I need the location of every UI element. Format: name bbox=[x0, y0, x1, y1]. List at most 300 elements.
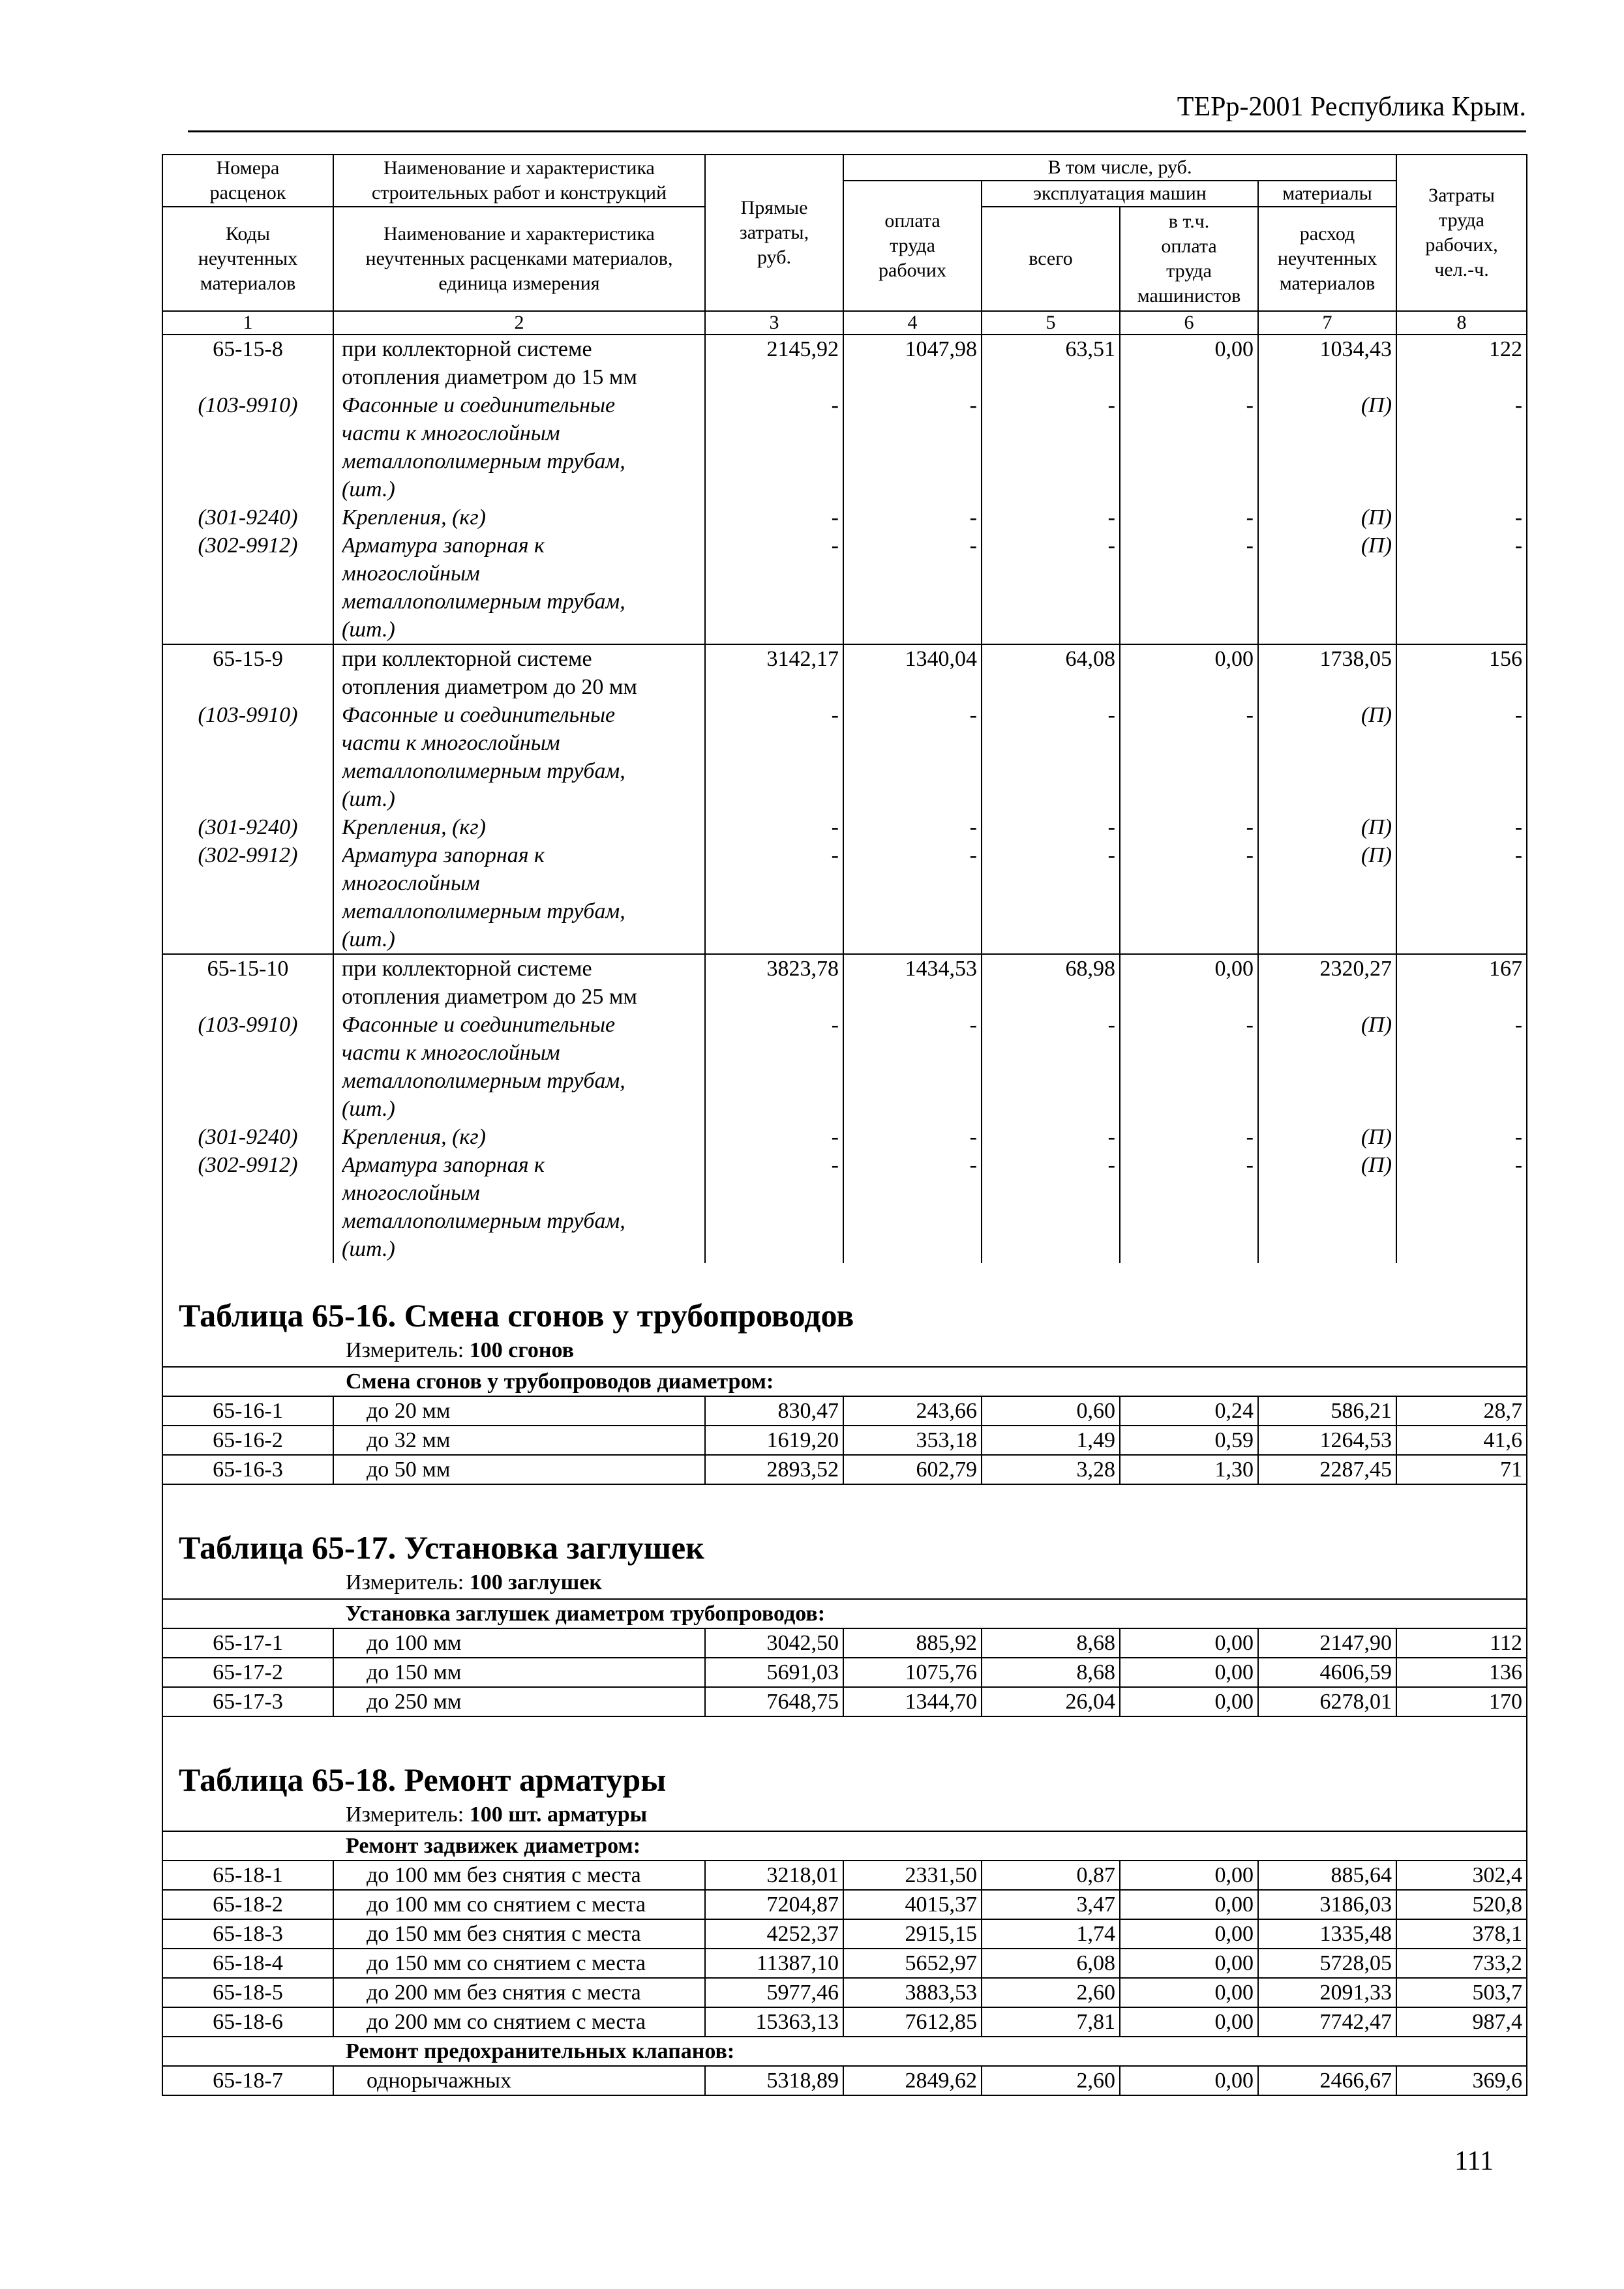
material-value: - bbox=[1107, 1013, 1115, 1037]
blank-line bbox=[848, 897, 977, 925]
page-number: 111 bbox=[1454, 2146, 1494, 2176]
rate-value: 2147,90 bbox=[1258, 1628, 1396, 1658]
blank-line bbox=[986, 869, 1115, 897]
blank-line bbox=[1401, 1207, 1522, 1235]
blank-line bbox=[986, 897, 1115, 925]
rate-name: до 200 мм без снятия с места bbox=[333, 1978, 705, 2007]
material-value: - bbox=[969, 815, 977, 839]
rate-value: 987,4 bbox=[1396, 2007, 1527, 2037]
material-value: - bbox=[831, 815, 839, 839]
blank-line bbox=[710, 1207, 839, 1235]
blank-line bbox=[1263, 729, 1392, 757]
rate-value: 0,00 bbox=[1120, 1628, 1258, 1658]
blank-line bbox=[167, 1235, 329, 1263]
material-value: - bbox=[969, 843, 977, 867]
rate-value: 378,1 bbox=[1396, 1919, 1527, 1949]
meter-value: 100 сгонов bbox=[469, 1338, 574, 1362]
blank-line bbox=[848, 588, 977, 616]
col3-header: Прямые затраты, руб. bbox=[705, 155, 843, 311]
rate-value: 586,21 bbox=[1258, 1396, 1396, 1426]
table-row bbox=[162, 1396, 1527, 1426]
material-name-line: металлополимерным трубам, bbox=[342, 449, 625, 473]
rate-value: 5318,89 bbox=[705, 2066, 843, 2095]
price-table-document bbox=[162, 154, 1526, 2096]
rate-value: 28,7 bbox=[1396, 1396, 1527, 1426]
rate-value: 1,49 bbox=[982, 1426, 1120, 1455]
blank-line bbox=[1263, 1067, 1392, 1095]
material-value: - bbox=[831, 393, 839, 417]
table-row bbox=[162, 1426, 1527, 1455]
col2-bottom-header: Наименование и характеристика неучтенных расценками материалов, единица измерения bbox=[333, 207, 705, 311]
rate-code: 65-18-1 bbox=[162, 1861, 333, 1890]
blank-line bbox=[986, 1235, 1115, 1263]
blank-line bbox=[1124, 588, 1254, 616]
material-name-line: металлополимерным трубам, bbox=[342, 1209, 625, 1233]
rate-value: 1738,05 bbox=[1319, 647, 1392, 671]
rate-value: 3042,50 bbox=[705, 1628, 843, 1658]
value-cell bbox=[982, 644, 1120, 954]
blank-line bbox=[986, 757, 1115, 785]
meter-value: 100 заглушек bbox=[469, 1570, 603, 1594]
material-name-line: (шт.) bbox=[342, 477, 395, 501]
rate-value: 5728,05 bbox=[1258, 1949, 1396, 1978]
blank-line bbox=[986, 729, 1115, 757]
blank-line bbox=[986, 1179, 1115, 1207]
section-gap bbox=[162, 1716, 1527, 1728]
material-name-line: Фасонные и соединительные bbox=[342, 703, 616, 727]
rate-value: 1,74 bbox=[982, 1919, 1120, 1949]
material-name-line: Фасонные и соединительные bbox=[342, 1013, 616, 1037]
blank-line bbox=[710, 1179, 839, 1207]
blank-line bbox=[167, 363, 329, 391]
blank-line bbox=[167, 1179, 329, 1207]
value-cell bbox=[843, 644, 982, 954]
blank-line bbox=[986, 785, 1115, 813]
blank-line bbox=[167, 869, 329, 897]
rate-name-line: отопления диаметром до 20 мм bbox=[342, 675, 637, 699]
rate-value: 7,81 bbox=[982, 2007, 1120, 2037]
rate-value: 4606,59 bbox=[1258, 1658, 1396, 1687]
blank-line bbox=[1124, 983, 1254, 1011]
material-value: - bbox=[1514, 815, 1523, 839]
group-header: В том числе, руб. bbox=[843, 155, 1396, 181]
blank-line bbox=[167, 1067, 329, 1095]
meter-label: Измеритель: bbox=[346, 1570, 464, 1594]
material-name-line: многослойным bbox=[342, 561, 480, 586]
value-cell bbox=[705, 954, 843, 1263]
col1-bottom-header: Коды неучтенных материалов bbox=[162, 207, 333, 311]
rate-value: 0,00 bbox=[1120, 1687, 1258, 1716]
blank-line bbox=[167, 419, 329, 447]
material-value: - bbox=[1246, 843, 1254, 867]
blank-line bbox=[986, 1095, 1115, 1123]
section-title: Таблица 65-16. Смена сгонов у трубопроводов bbox=[162, 1263, 1527, 1335]
blank-line bbox=[1263, 785, 1392, 813]
blank-line bbox=[167, 757, 329, 785]
rate-code: 65-17-1 bbox=[162, 1628, 333, 1658]
group-subheading: Ремонт задвижек диаметром: bbox=[162, 1831, 1527, 1861]
rate-value: 1034,43 bbox=[1319, 337, 1392, 361]
material-code: (301-9240) bbox=[198, 1125, 298, 1149]
rate-value: 3186,03 bbox=[1258, 1890, 1396, 1919]
material-value: - bbox=[1107, 703, 1115, 727]
blank-line bbox=[1401, 363, 1522, 391]
rate-code: 65-15-8 bbox=[213, 337, 283, 361]
blank-line bbox=[1124, 560, 1254, 588]
material-value: - bbox=[1246, 1153, 1254, 1177]
material-code: (301-9240) bbox=[198, 815, 298, 839]
material-value: (П) bbox=[1361, 815, 1392, 839]
col-number: 2 bbox=[333, 311, 705, 335]
rate-name: до 100 мм со снятием с места bbox=[333, 1890, 705, 1919]
material-name-line: (шт.) bbox=[342, 1097, 395, 1121]
blank-line bbox=[710, 785, 839, 813]
material-value: - bbox=[1514, 1013, 1523, 1037]
blank-line bbox=[710, 363, 839, 391]
material-value: (П) bbox=[1361, 1153, 1392, 1177]
rate-value: 2893,52 bbox=[705, 1455, 843, 1484]
blank-line bbox=[710, 729, 839, 757]
material-value: - bbox=[831, 533, 839, 558]
material-name-line: Арматура запорная к bbox=[342, 1153, 545, 1177]
rate-value: 885,92 bbox=[843, 1628, 982, 1658]
material-value: (П) bbox=[1361, 703, 1392, 727]
rate-value: 0,00 bbox=[1214, 957, 1254, 981]
blank-line bbox=[167, 785, 329, 813]
value-cell bbox=[1120, 335, 1258, 644]
rate-name-line: при коллекторной системе bbox=[342, 337, 592, 361]
blank-line bbox=[710, 1067, 839, 1095]
blank-line bbox=[1401, 616, 1522, 644]
table-row bbox=[162, 1687, 1527, 1716]
rate-code: 65-15-9 bbox=[213, 647, 283, 671]
rate-name: до 150 мм без снятия с места bbox=[333, 1919, 705, 1949]
machines-header: эксплуатация машин bbox=[982, 181, 1258, 207]
blank-line bbox=[986, 1067, 1115, 1095]
material-value: - bbox=[831, 1125, 839, 1149]
value-cell bbox=[705, 644, 843, 954]
rate-value: 136 bbox=[1396, 1658, 1527, 1687]
blank-line bbox=[1401, 1039, 1522, 1067]
blank-line bbox=[1263, 1039, 1392, 1067]
section-title: Таблица 65-18. Ремонт арматуры bbox=[162, 1728, 1527, 1799]
rate-value: 353,18 bbox=[843, 1426, 982, 1455]
rate-value: 0,00 bbox=[1120, 1919, 1258, 1949]
material-value: - bbox=[1514, 1153, 1523, 1177]
col5-header: всего bbox=[982, 207, 1120, 311]
blank-line bbox=[986, 925, 1115, 953]
material-name-line: Крепления, (кг) bbox=[342, 815, 486, 839]
blank-line bbox=[167, 897, 329, 925]
rate-value: 0,00 bbox=[1120, 1890, 1258, 1919]
material-value: - bbox=[969, 505, 977, 530]
rate-name: до 100 мм bbox=[333, 1628, 705, 1658]
section-gap-cell bbox=[162, 1716, 1527, 1728]
rate-code: 65-17-3 bbox=[162, 1687, 333, 1716]
rate-value: 2287,45 bbox=[1258, 1455, 1396, 1484]
section-title-row bbox=[162, 1495, 1527, 1567]
blank-line bbox=[167, 475, 329, 503]
blank-line bbox=[848, 475, 977, 503]
blank-line bbox=[1401, 897, 1522, 925]
section-title: Таблица 65-17. Установка заглушек bbox=[162, 1495, 1527, 1567]
value-cell bbox=[1120, 644, 1258, 954]
rate-value: 156 bbox=[1489, 647, 1523, 671]
value-cell bbox=[982, 335, 1120, 644]
rate-value: 3,47 bbox=[982, 1890, 1120, 1919]
material-value: - bbox=[969, 703, 977, 727]
material-value: - bbox=[1107, 1125, 1115, 1149]
blank-line bbox=[986, 447, 1115, 475]
blank-line bbox=[710, 757, 839, 785]
col2-top-header: Наименование и характеристика строительных работ и конструкций bbox=[333, 155, 705, 207]
section-gap bbox=[162, 1484, 1527, 1495]
materials-header: материалы bbox=[1258, 181, 1396, 207]
rate-value: 7204,87 bbox=[705, 1890, 843, 1919]
col-number: 1 bbox=[162, 311, 333, 335]
rate-value: 0,60 bbox=[982, 1396, 1120, 1426]
rate-name: до 250 мм bbox=[333, 1687, 705, 1716]
group-subheading-row bbox=[162, 1367, 1527, 1396]
rate-name: до 150 мм со снятием с места bbox=[333, 1949, 705, 1978]
group-subheading: Установка заглушек диаметром трубопроводов: bbox=[162, 1599, 1527, 1628]
blank-line bbox=[1401, 757, 1522, 785]
rate-name-line: при коллекторной системе bbox=[342, 957, 592, 981]
group-subheading: Ремонт предохранительных клапанов: bbox=[162, 2037, 1527, 2066]
rate-code: 65-15-10 bbox=[207, 957, 289, 981]
material-name-line: (шт.) bbox=[342, 618, 395, 642]
blank-line bbox=[710, 1095, 839, 1123]
rate-code: 65-18-7 bbox=[162, 2066, 333, 2095]
material-name-line: Крепления, (кг) bbox=[342, 505, 486, 530]
rate-value: 1434,53 bbox=[905, 957, 977, 981]
blank-line bbox=[710, 925, 839, 953]
rate-code: 65-16-2 bbox=[162, 1426, 333, 1455]
blank-line bbox=[986, 363, 1115, 391]
material-value: - bbox=[1514, 533, 1523, 558]
blank-line bbox=[848, 673, 977, 701]
material-name-line: металлополимерным трубам, bbox=[342, 590, 625, 614]
rate-value: 7648,75 bbox=[705, 1687, 843, 1716]
rate-code: 65-18-3 bbox=[162, 1919, 333, 1949]
blank-line bbox=[848, 560, 977, 588]
value-cell bbox=[1258, 335, 1396, 644]
table-row bbox=[162, 1949, 1527, 1978]
material-value: - bbox=[1514, 393, 1523, 417]
rate-value: 170 bbox=[1396, 1687, 1527, 1716]
blank-line bbox=[848, 983, 977, 1011]
blank-line bbox=[167, 983, 329, 1011]
material-code: (302-9912) bbox=[198, 843, 298, 867]
material-value: - bbox=[1246, 815, 1254, 839]
table-row bbox=[162, 1628, 1527, 1658]
rate-code: 65-16-3 bbox=[162, 1455, 333, 1484]
rate-value: 68,98 bbox=[1065, 957, 1115, 981]
rate-value: 7612,85 bbox=[843, 2007, 982, 2037]
rate-value: 2331,50 bbox=[843, 1861, 982, 1890]
blank-line bbox=[710, 588, 839, 616]
value-cell bbox=[843, 954, 982, 1263]
blank-line bbox=[1263, 757, 1392, 785]
blank-line bbox=[848, 1039, 977, 1067]
table-row bbox=[162, 1455, 1527, 1484]
blank-line bbox=[167, 1095, 329, 1123]
blank-line bbox=[848, 757, 977, 785]
blank-line bbox=[1401, 983, 1522, 1011]
rate-value: 2466,67 bbox=[1258, 2066, 1396, 2095]
blank-line bbox=[1263, 363, 1392, 391]
rate-value: 2,60 bbox=[982, 1978, 1120, 2007]
rate-value: 8,68 bbox=[982, 1628, 1120, 1658]
material-value: - bbox=[1246, 1013, 1254, 1037]
material-value: - bbox=[1107, 393, 1115, 417]
material-value: - bbox=[1514, 1125, 1523, 1149]
rate-value: 0,00 bbox=[1214, 647, 1254, 671]
material-value: (П) bbox=[1361, 1013, 1392, 1037]
rate-value: 302,4 bbox=[1396, 1861, 1527, 1890]
value-cell bbox=[1258, 644, 1396, 954]
rate-value: 1340,04 bbox=[905, 647, 977, 671]
price-table bbox=[162, 154, 1527, 2096]
rate-value: 8,68 bbox=[982, 1658, 1120, 1687]
rate-value: 2915,15 bbox=[843, 1919, 982, 1949]
col1-top-header: Номера расценок bbox=[162, 155, 333, 207]
meter-label: Измеритель: bbox=[346, 1803, 464, 1827]
material-name-line: Арматура запорная к bbox=[342, 843, 545, 867]
rate-value: 11387,10 bbox=[705, 1949, 843, 1978]
rate-value: 2,60 bbox=[982, 2066, 1120, 2095]
col-number: 5 bbox=[982, 311, 1120, 335]
blank-line bbox=[848, 363, 977, 391]
blank-line bbox=[1401, 1179, 1522, 1207]
material-value: - bbox=[1514, 843, 1523, 867]
material-value: - bbox=[1107, 815, 1115, 839]
blank-line bbox=[167, 560, 329, 588]
rate-value: 0,24 bbox=[1120, 1396, 1258, 1426]
rate-value: 63,51 bbox=[1065, 337, 1115, 361]
blank-line bbox=[1124, 729, 1254, 757]
table-row bbox=[162, 2066, 1527, 2095]
blank-line bbox=[710, 869, 839, 897]
material-value: - bbox=[831, 1153, 839, 1177]
blank-line bbox=[167, 588, 329, 616]
rate-code: 65-18-2 bbox=[162, 1890, 333, 1919]
col6-header: в т.ч. оплата труда машинистов bbox=[1120, 207, 1258, 311]
rate-name: до 100 мм без снятия с места bbox=[333, 1861, 705, 1890]
blank-line bbox=[1263, 1235, 1392, 1263]
material-value: - bbox=[1107, 505, 1115, 530]
rate-code: 65-17-2 bbox=[162, 1658, 333, 1687]
section-meter bbox=[162, 1567, 1527, 1599]
material-name-line: (шт.) bbox=[342, 1237, 395, 1261]
material-name-line: металлополимерным трубам, bbox=[342, 1069, 625, 1093]
blank-line bbox=[986, 1207, 1115, 1235]
table-row bbox=[162, 1978, 1527, 2007]
material-value: - bbox=[1246, 505, 1254, 530]
material-name-line: Крепления, (кг) bbox=[342, 1125, 486, 1149]
value-cell bbox=[1258, 954, 1396, 1263]
blank-line bbox=[1124, 925, 1254, 953]
material-value: - bbox=[1107, 843, 1115, 867]
rate-name: до 50 мм bbox=[333, 1455, 705, 1484]
blank-line bbox=[1401, 419, 1522, 447]
col-number: 4 bbox=[843, 311, 982, 335]
material-value: - bbox=[1514, 505, 1523, 530]
col-number: 7 bbox=[1258, 311, 1396, 335]
blank-line bbox=[1401, 588, 1522, 616]
blank-line bbox=[1124, 757, 1254, 785]
value-cell bbox=[1396, 335, 1527, 644]
name-cell bbox=[333, 954, 705, 1263]
rate-value: 0,00 bbox=[1120, 2007, 1258, 2037]
rate-code: 65-16-1 bbox=[162, 1396, 333, 1426]
rate-name: до 20 мм bbox=[333, 1396, 705, 1426]
section-meter bbox=[162, 1799, 1527, 1831]
table-row bbox=[162, 1658, 1527, 1687]
rate-value: 112 bbox=[1396, 1628, 1527, 1658]
rate-value: 503,7 bbox=[1396, 1978, 1527, 2007]
blank-line bbox=[1124, 1235, 1254, 1263]
blank-line bbox=[167, 729, 329, 757]
rate-value: 2849,62 bbox=[843, 2066, 982, 2095]
blank-line bbox=[986, 616, 1115, 644]
blank-line bbox=[167, 673, 329, 701]
rate-name-line: при коллекторной системе bbox=[342, 647, 592, 671]
rate-value: 369,6 bbox=[1396, 2066, 1527, 2095]
blank-line bbox=[1124, 419, 1254, 447]
blank-line bbox=[167, 1039, 329, 1067]
blank-line bbox=[848, 925, 977, 953]
rate-value: 3142,17 bbox=[766, 647, 839, 671]
blank-line bbox=[848, 419, 977, 447]
rate-code: 65-18-4 bbox=[162, 1949, 333, 1978]
rate-value: 830,47 bbox=[705, 1396, 843, 1426]
material-value: (П) bbox=[1361, 393, 1392, 417]
material-value: - bbox=[831, 1013, 839, 1037]
material-code: (103-9910) bbox=[198, 393, 298, 417]
group-subheading: Смена сгонов у трубопроводов диаметром: bbox=[162, 1367, 1527, 1396]
blank-line bbox=[710, 560, 839, 588]
blank-line bbox=[1124, 1039, 1254, 1067]
blank-line bbox=[1263, 925, 1392, 953]
material-code: (103-9910) bbox=[198, 1013, 298, 1037]
table-row bbox=[162, 1919, 1527, 1949]
price-block bbox=[162, 644, 1527, 954]
blank-line bbox=[1401, 1235, 1522, 1263]
material-value: - bbox=[831, 843, 839, 867]
blank-line bbox=[1124, 1207, 1254, 1235]
meter-label: Измеритель: bbox=[346, 1338, 464, 1362]
blank-line bbox=[1401, 729, 1522, 757]
blank-line bbox=[848, 785, 977, 813]
rate-value: 520,8 bbox=[1396, 1890, 1527, 1919]
rate-value: 6278,01 bbox=[1258, 1687, 1396, 1716]
blank-line bbox=[1401, 475, 1522, 503]
material-value: - bbox=[1246, 393, 1254, 417]
col-number: 8 bbox=[1396, 311, 1527, 335]
rate-value: 2320,27 bbox=[1319, 957, 1392, 981]
rate-value: 4252,37 bbox=[705, 1919, 843, 1949]
blank-line bbox=[848, 1235, 977, 1263]
blank-line bbox=[1263, 897, 1392, 925]
blank-line bbox=[848, 729, 977, 757]
code-cell bbox=[162, 954, 333, 1263]
name-cell bbox=[333, 335, 705, 644]
section-meter-row bbox=[162, 1335, 1527, 1367]
section-meter bbox=[162, 1335, 1527, 1367]
rate-value: 1335,48 bbox=[1258, 1919, 1396, 1949]
blank-line bbox=[986, 1039, 1115, 1067]
